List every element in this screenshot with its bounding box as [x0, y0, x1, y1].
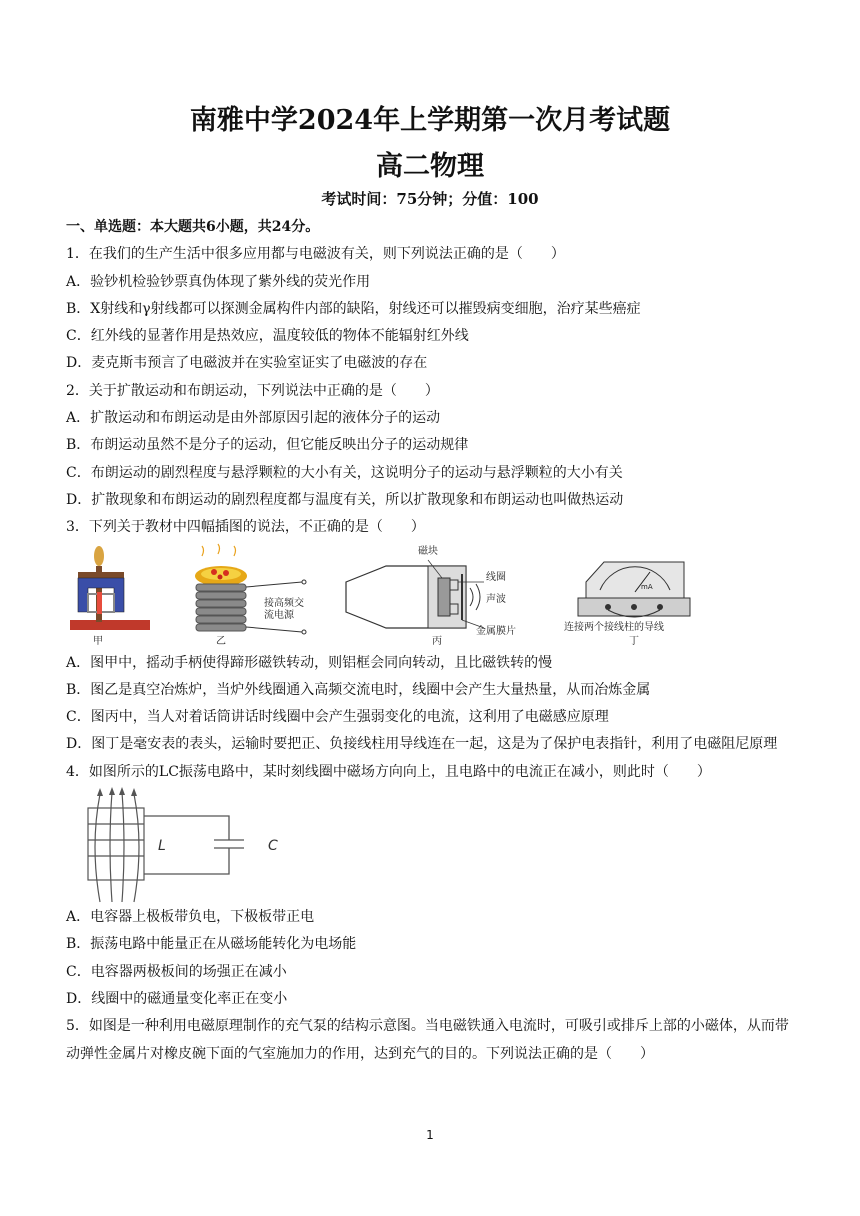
question-1-stem: 1．在我们的生产生活中很多应用都与电磁波有关，则下列说法正确的是（ ） [66, 246, 565, 263]
page-number: 1 [426, 1128, 434, 1142]
subject-title: 高二物理 [376, 151, 484, 182]
question-4-option-b: B．振荡电路中能量正在从磁场能转化为电场能 [66, 936, 357, 953]
figure-bing-sound-label: 声波 [486, 593, 506, 605]
question-4-option-c: C．电容器两极板间的场强正在减小 [66, 963, 287, 980]
figure-yi-note-2: 流电源 [264, 609, 294, 621]
lc-inductor-label: L [158, 838, 166, 855]
question-1-option-a: A．验钞机检验钞票真伪体现了紫外线的荧光作用 [66, 273, 371, 290]
figure-yi-furnace [195, 544, 306, 647]
exam-title: 南雅中学2024年上学期第一次月考试题 [189, 105, 671, 136]
figure-bing-magnet-label: 磁块 [418, 545, 438, 557]
figure-bing-coil-label: 线圈 [486, 571, 506, 583]
question-1-option-d: D．麦克斯韦预言了电磁波并在实验室证实了电磁波的存在 [66, 355, 428, 372]
question-4-option-d: D．线圈中的磁通量变化率正在变小 [66, 990, 288, 1007]
figure-bing-label: 丙 [432, 635, 442, 647]
figure-yi-note-1: 接高频交 [264, 597, 304, 609]
question-2-stem: 2．关于扩散运动和布朗运动，下列说法中正确的是（ ） [66, 382, 439, 399]
section-heading: 一、单选题：本大题共6小题，共24分。 [66, 219, 320, 235]
figure-jia-magnet [70, 546, 150, 647]
exam-info: 考试时间：75分钟；分值：100 [321, 190, 539, 208]
figure-ding-note: 连接两个接线柱的导线 [564, 621, 664, 633]
figure-ding-label: 丁 [629, 635, 639, 647]
four-illustrations [66, 542, 796, 650]
question-2-option-a: A．扩散运动和布朗运动是由外部原因引起的液体分子的运动 [66, 410, 441, 427]
question-3-stem: 3．下列关于教材中四幅插图的说法，不正确的是（ ） [66, 519, 425, 536]
question-3-figures [66, 542, 796, 650]
question-2-option-d: D．扩散现象和布朗运动的剧烈程度都与温度有关，所以扩散现象和布朗运动也叫做热运动 [66, 491, 624, 508]
lc-circuit-diagram [66, 786, 326, 904]
figure-ding-ammeter [564, 562, 690, 647]
question-4-stem: 4．如图所示的LC振荡电路中，某时刻线圈中磁场方向向上，且电路中的电流正在减小，则此时（ ） [66, 763, 711, 780]
question-4-option-a: A．电容器上极板带负电，下极板带正电 [66, 909, 315, 926]
figure-bing-film-label: 金属膜片 [476, 625, 516, 637]
question-3-option-a: A．图甲中，摇动手柄使得蹄形磁铁转动，则铝框会同向转动，且比磁铁转的慢 [66, 654, 553, 671]
question-1-option-b: B．X射线和γ射线都可以探测金属构件内部的缺陷，射线还可以摧毁病变细胞，治疗某些癌症 [66, 300, 641, 317]
figure-bing-microphone [346, 544, 516, 647]
lc-circuit-figure [66, 786, 796, 904]
figure-jia-label: 甲 [93, 635, 103, 647]
figure-ding-unit: mA [641, 582, 653, 591]
question-2-option-b: B．布朗运动虽然不是分子的运动，但它能反映出分子的运动规律 [66, 437, 469, 454]
question-5-stem: 5．如图是一种利用电磁原理制作的充气泵的结构示意图。当电磁铁通入电流时，可吸引或排斥上部的小磁体，从而带动弹性金属片对橡皮碗下面的气室施加力的作用，达到充气的目的。下列说法正确的是（ ） [66, 1018, 789, 1062]
question-3-option-c: C．图丙中，当人对着话筒讲话时线圈中会产生强弱变化的电流，这利用了电磁感应原理 [66, 709, 609, 726]
question-1-option-c: C．红外线的显著作用是热效应，温度较低的物体不能辐射红外线 [66, 328, 469, 345]
question-3-option-b: B．图乙是真空冶炼炉，当炉外线圈通入高频交流电时，线圈中会产生大量热量，从而冶炼金属 [66, 681, 651, 698]
question-3-option-d: D．图丁是毫安表的表头，运输时要把正、负接线柱用导线连在一起，这是为了保护电表指针，利用了电磁阻尼原理 [66, 736, 778, 753]
exam-content [66, 214, 796, 1068]
lc-capacitor-label: C [268, 838, 278, 855]
question-2-option-c: C．布朗运动的剧烈程度与悬浮颗粒的大小有关，这说明分子的运动与悬浮颗粒的大小有关 [66, 464, 623, 481]
figure-yi-label: 乙 [216, 635, 226, 647]
